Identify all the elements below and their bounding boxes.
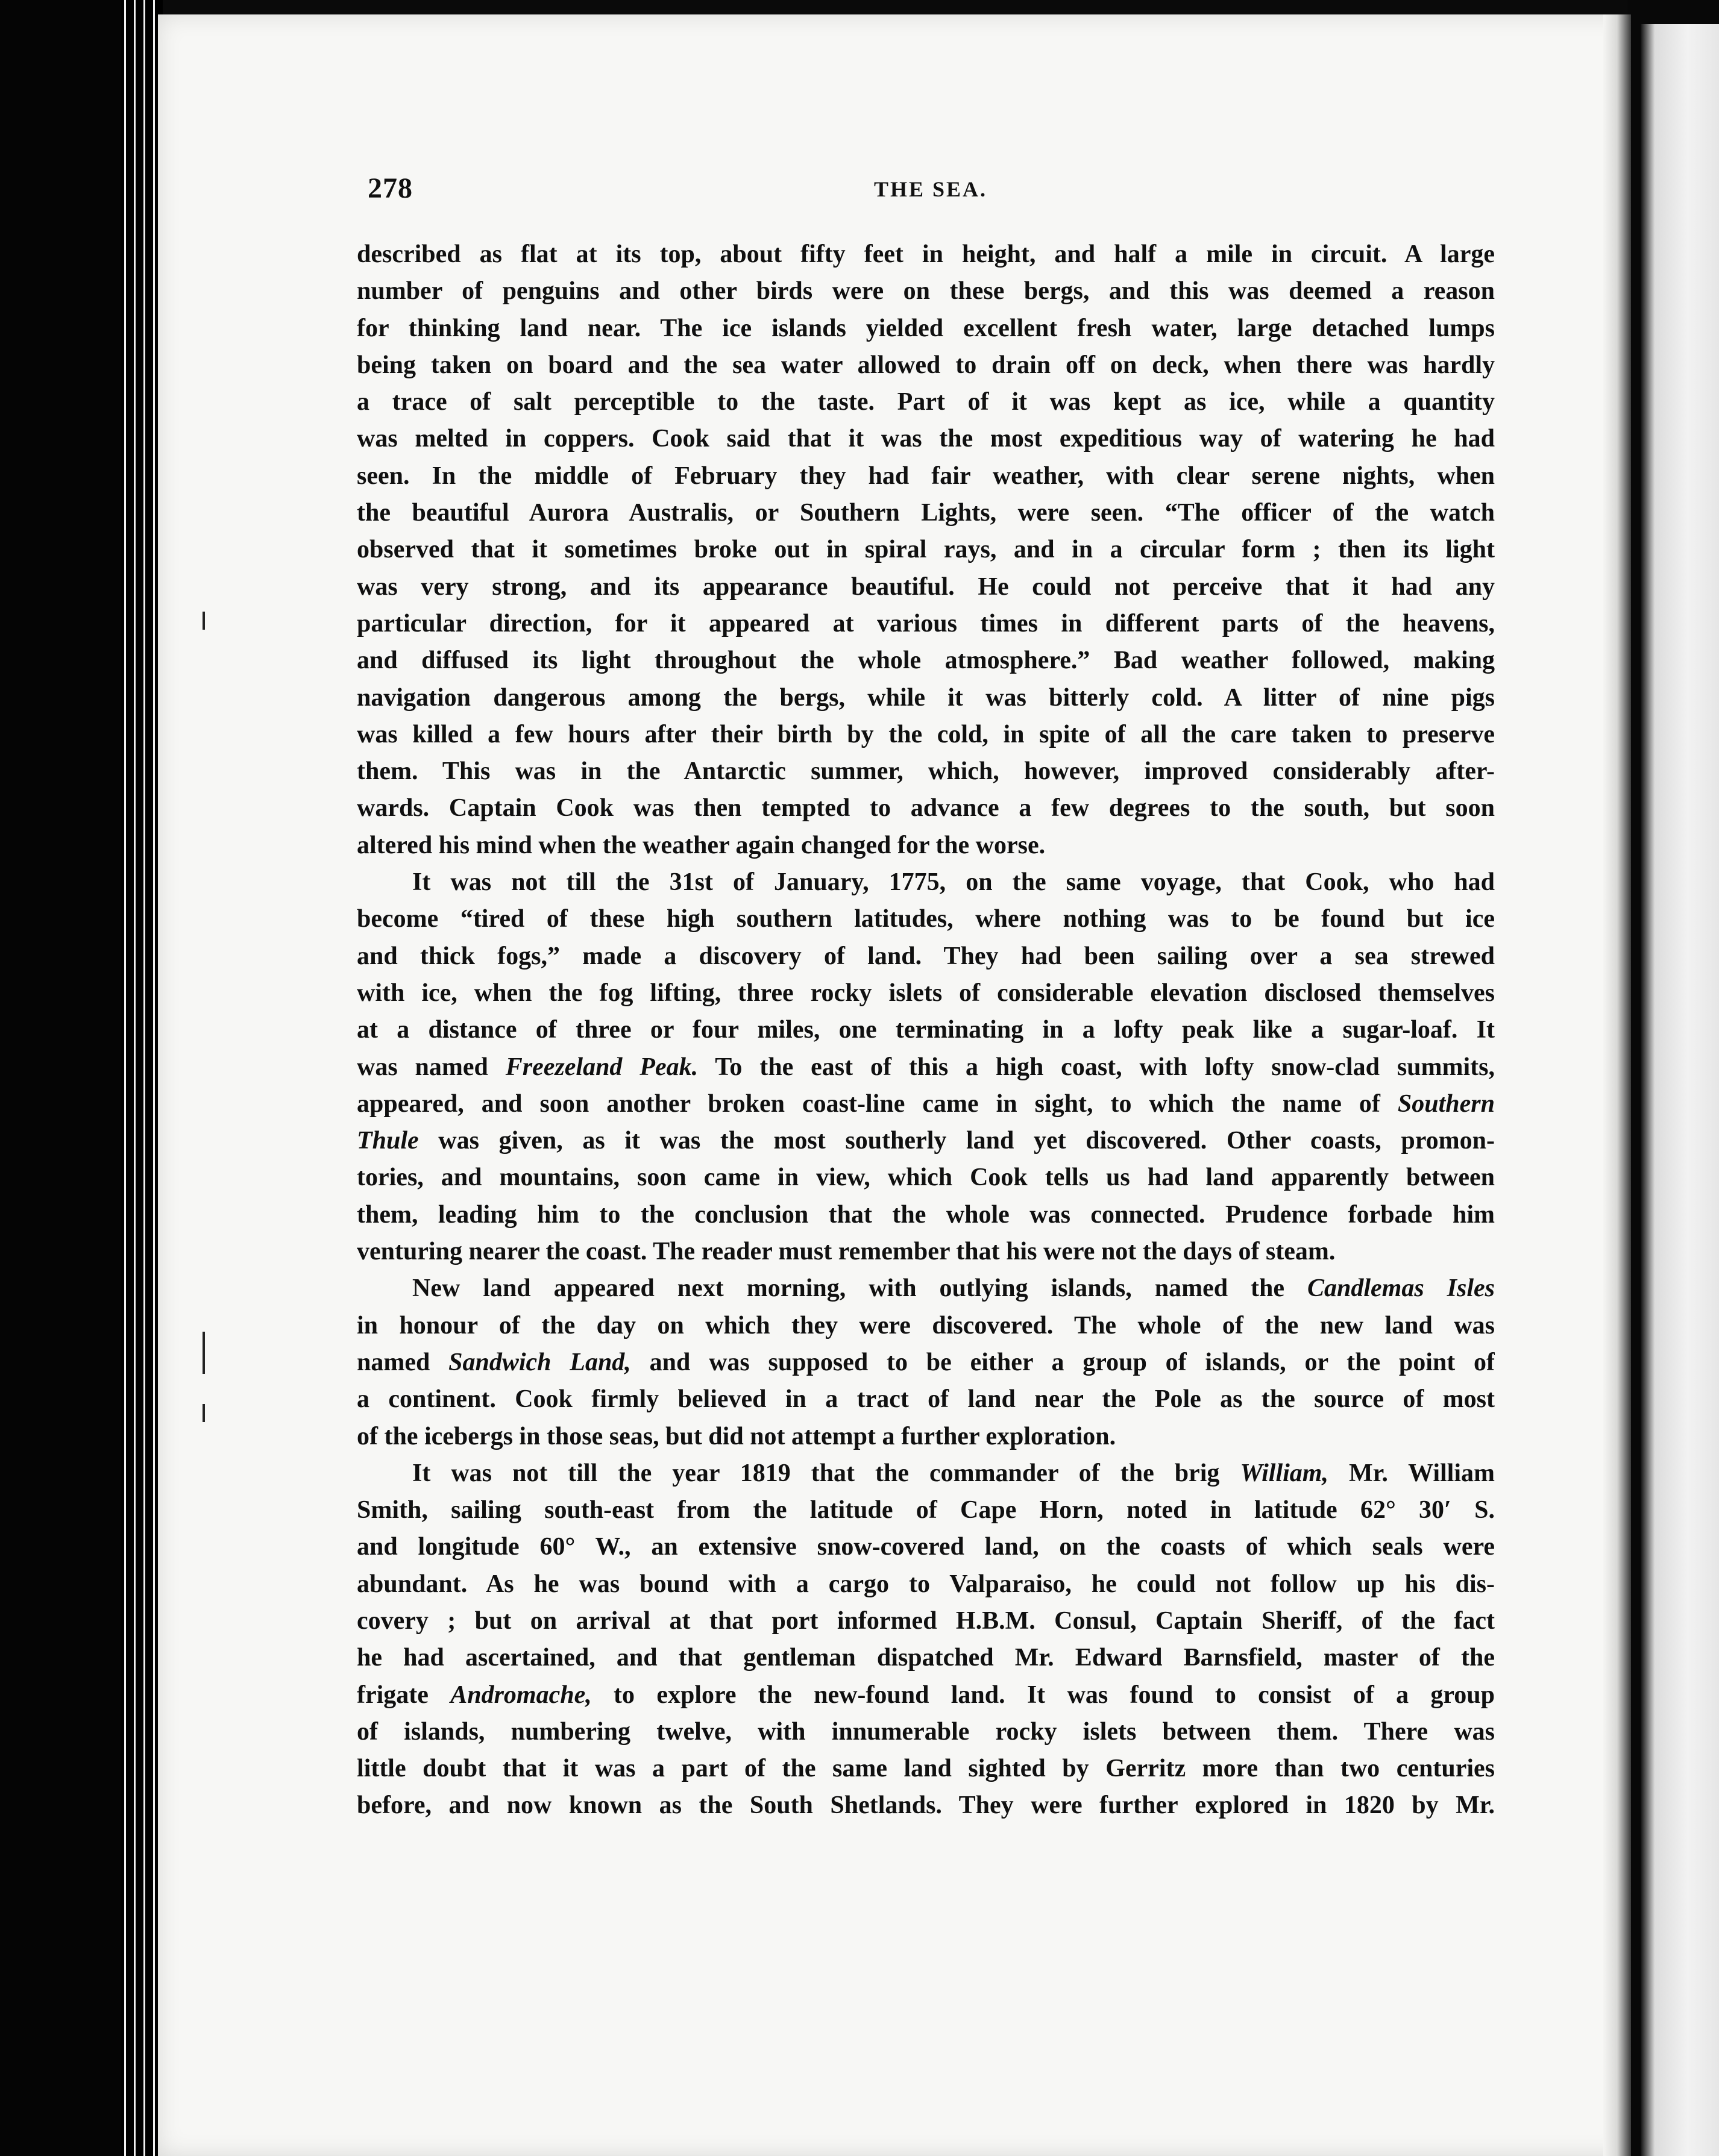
text-line	[357, 1012, 1495, 1048]
line-text: number of penguins and other birds were on these bergs, and this was deemed a reason	[357, 277, 1495, 306]
italic-name: Sandwich Land,	[448, 1348, 631, 1376]
page-header	[368, 172, 1489, 220]
line-text: covery ; but on arrival at that port informed H.B.M. Consul, Captain Sheriff, of the fact	[357, 1606, 1495, 1635]
line-text: and was supposed to be either a group of islands, or the point of	[630, 1348, 1495, 1376]
body-text	[357, 236, 1495, 1825]
text-line	[357, 1381, 1495, 1418]
text-line	[357, 1049, 1495, 1086]
line-text: appeared, and soon another broken coast-line came in sight, to which the name of	[357, 1089, 1398, 1118]
italic-name: William,	[1240, 1459, 1328, 1487]
line-text: was melted in coppers. Cook said that it was the most expeditious way of watering he had	[357, 425, 1495, 453]
line-text: and diffused its light throughout the whole atmosphere.” Bad weather followed, making	[357, 647, 1495, 675]
line-text: the beautiful Aurora Australis, or Southern Lights, were seen. “The officer of the watch	[357, 499, 1495, 527]
line-text: to explore the new-found land. It was found to consist of a group	[591, 1681, 1495, 1709]
text-line	[357, 458, 1495, 495]
text-line	[357, 1677, 1495, 1714]
line-text: was killed a few hours after their birth by the cold, in spite of all the care taken to preserve	[357, 720, 1495, 748]
text-line	[357, 236, 1495, 273]
text-line	[357, 975, 1495, 1012]
book-spine-edge	[121, 0, 163, 2156]
line-text: venturing nearer the coast. The reader must remember that his were not the days of steam.	[357, 1238, 1336, 1266]
line-text: abundant. As he was bound with a cargo to Valparaiso, he could not follow up his dis-	[357, 1570, 1495, 1598]
text-line	[357, 1197, 1495, 1233]
line-text: of islands, numbering twelve, with innumerable rocky islets between them. There was	[357, 1717, 1495, 1746]
line-text: It was not till the 31st of January, 1775, on the same voyage, that Cook, who had	[412, 868, 1495, 897]
line-text: little doubt that it was a part of the same land sighted by Gerritz more than two centuries	[357, 1755, 1495, 1783]
page-number: 278	[368, 172, 413, 204]
text-line	[357, 1308, 1495, 1344]
line-text: named	[357, 1348, 449, 1376]
text-line	[357, 1566, 1495, 1603]
text-line	[357, 1787, 1495, 1824]
line-text: with ice, when the fog lifting, three rocky islets of considerable elevation disclosed themselves	[357, 979, 1495, 1007]
text-line	[357, 1603, 1495, 1640]
text-line	[357, 1344, 1495, 1381]
next-page-edge	[1641, 24, 1719, 2156]
line-text: It was not till the year 1819 that the commander of the brig	[412, 1459, 1240, 1487]
text-line	[357, 1233, 1495, 1270]
text-line	[357, 642, 1495, 679]
text-line	[357, 531, 1495, 568]
margin-tick-1	[203, 612, 205, 630]
text-line	[357, 938, 1495, 975]
italic-name: Freezeland Peak.	[505, 1053, 699, 1081]
line-text: seen. In the middle of February they had fair weather, with clear serene nights, when	[357, 462, 1495, 490]
line-text: New land appeared next morning, with outlying islands, named the	[412, 1274, 1307, 1303]
text-line	[357, 1492, 1495, 1529]
text-line	[357, 864, 1495, 901]
line-text: was very strong, and its appearance beautiful. He could not perceive that it had any	[357, 572, 1495, 601]
italic-name: Andromache,	[450, 1681, 592, 1709]
text-line	[357, 716, 1495, 753]
text-line	[357, 1418, 1495, 1455]
running-head: THE SEA.	[874, 177, 988, 201]
text-line	[357, 273, 1495, 310]
line-text: tories, and mountains, soon came in view, which Cook tells us had land apparently between	[357, 1164, 1495, 1192]
italic-name: Thule	[357, 1127, 419, 1155]
text-line	[357, 1750, 1495, 1787]
text-line	[357, 310, 1495, 347]
line-text: become “tired of these high southern latitudes, where nothing was to be found but ice	[357, 905, 1495, 933]
line-text: a trace of salt perceptible to the taste. Part of it was kept as ice, while a quantity	[357, 388, 1495, 416]
line-text: for thinking land near. The ice islands yielded excellent fresh water, large detached lumps	[357, 314, 1495, 342]
line-text: To the east of this a high coast, with lofty snow-clad summits,	[698, 1053, 1495, 1081]
text-line	[357, 680, 1495, 716]
line-text: before, and now known as the South Shetlands. They were further explored in 1820 by Mr.	[357, 1791, 1495, 1820]
line-text: he had ascertained, and that gentleman dispatched Mr. Edward Barnsfield, master of the	[357, 1644, 1495, 1672]
text-line	[357, 790, 1495, 827]
line-text: was given, as it was the most southerly land yet discovered. Other coasts, promon-	[418, 1127, 1495, 1155]
margin-tick-3	[203, 1404, 205, 1422]
text-line	[357, 569, 1495, 606]
italic-name: Southern	[1397, 1089, 1495, 1118]
line-text: navigation dangerous among the bergs, while it was bitterly cold. A litter of nine pigs	[357, 683, 1495, 712]
margin-tick-2	[203, 1332, 205, 1374]
text-line	[357, 1455, 1495, 1492]
text-line	[357, 827, 1495, 864]
line-text: observed that it sometimes broke out in spiral rays, and in a circular form ; then its light	[357, 536, 1495, 564]
line-text: particular direction, for it appeared at various times in different parts of the heavens,	[357, 609, 1495, 638]
line-text: them. This was in the Antarctic summer, which, however, improved considerably after-	[357, 757, 1495, 786]
text-line	[357, 901, 1495, 938]
text-line	[357, 1159, 1495, 1196]
line-text: and thick fogs,” made a discovery of land. They had been sailing over a sea strewed	[357, 942, 1495, 970]
text-line	[357, 1270, 1495, 1307]
line-text: altered his mind when the weather again changed for the worse.	[357, 831, 1046, 859]
line-text: a continent. Cook firmly believed in a tract of land near the Pole as the source of most	[357, 1385, 1495, 1414]
italic-name: Candlemas Isles	[1307, 1274, 1495, 1303]
text-line	[357, 753, 1495, 790]
page-right-shadow	[1603, 14, 1631, 2156]
text-line	[357, 495, 1495, 531]
text-line	[357, 606, 1495, 642]
line-text: described as flat at its top, about fifty feet in height, and half a mile in circuit. A large	[357, 240, 1495, 268]
text-line	[357, 384, 1495, 421]
text-line	[357, 347, 1495, 384]
text-line	[357, 1123, 1495, 1159]
text-line	[357, 1640, 1495, 1676]
line-text: frigate	[357, 1681, 451, 1709]
line-text: Mr. William	[1328, 1459, 1495, 1487]
text-line	[357, 1714, 1495, 1750]
line-text: being taken on board and the sea water allowed to drain off on deck, when there was hardly	[357, 351, 1495, 379]
line-text: at a distance of three or four miles, one terminating in a lofty peak like a sugar-loaf. It	[357, 1016, 1495, 1044]
line-text: in honour of the day on which they were discovered. The whole of the new land was	[357, 1311, 1495, 1340]
line-text: was named	[357, 1053, 506, 1081]
line-text: and longitude 60° W., an extensive snow-covered land, on the coasts of which seals were	[357, 1533, 1495, 1561]
line-text: them, leading him to the conclusion that the whole was connected. Prudence forbade him	[357, 1200, 1495, 1229]
line-text: of the icebergs in those seas, but did not attempt a further exploration.	[357, 1422, 1116, 1450]
line-text: Smith, sailing south-east from the latitude of Cape Horn, noted in latitude 62° 30′ S.	[357, 1496, 1495, 1525]
text-line	[357, 421, 1495, 457]
text-line	[357, 1086, 1495, 1123]
text-line	[357, 1529, 1495, 1565]
line-text: wards. Captain Cook was then tempted to advance a few degrees to the south, but soon	[357, 794, 1495, 823]
